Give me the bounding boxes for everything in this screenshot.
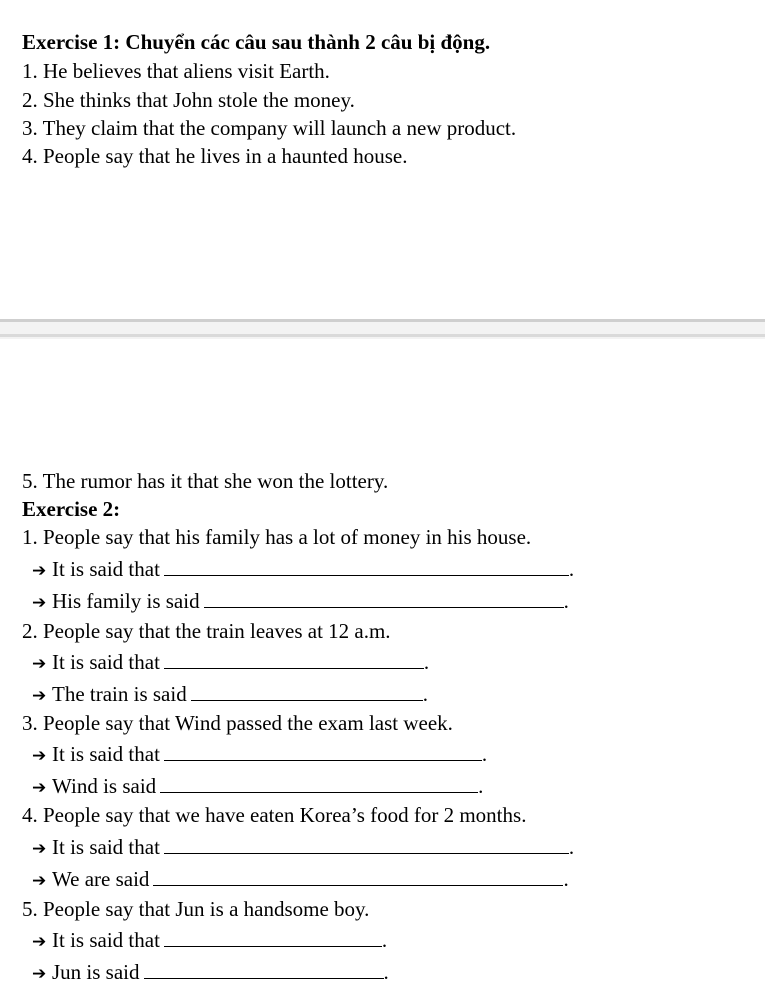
exercise-1-item: 1. He believes that aliens visit Earth. [22,59,330,83]
answer-blank[interactable] [164,742,482,761]
answer-line [32,773,483,801]
arrow-icon: ➔ [32,839,47,859]
arrow-icon: ➔ [32,561,47,581]
answer-line [32,866,569,894]
answer-line [32,927,387,955]
exercise-1-item: 5. The rumor has it that she won the lottery. [22,469,389,493]
answer-blank[interactable] [153,867,563,886]
answer-line [32,649,429,677]
answer-prompt: Jun is said [52,960,140,984]
answer-blank[interactable] [191,682,423,701]
answer-blank[interactable] [204,589,564,608]
exercise-2-question: 1. People say that his family has a lot of money in his house. [22,525,532,549]
arrow-icon: ➔ [32,964,47,984]
answer-prompt: It is said that [52,557,160,581]
exercise-2-question: 4. People say that we have eaten Korea’s food for 2 months. [22,803,527,827]
exercise-2-question: 2. People say that the train leaves at 12 a.m. [22,619,391,643]
answer-prompt: It is said that [52,928,160,952]
answer-line [32,834,574,862]
arrow-icon: ➔ [32,686,47,706]
arrow-icon: ➔ [32,932,47,952]
answer-prompt: It is said that [52,650,160,674]
answer-blank[interactable] [144,960,384,979]
answer-line [32,959,389,987]
answer-prompt: The train is said [52,682,187,706]
answer-blank[interactable] [160,774,478,793]
answer-prompt: Wind is said [52,774,157,798]
answer-blank[interactable] [164,928,382,947]
arrow-icon: ➔ [32,746,47,766]
exercise-2-question: 3. People say that Wind passed the exam last week. [22,711,453,735]
end-punct: . [568,835,575,859]
end-punct: . [563,867,569,891]
end-punct: . [381,928,388,952]
arrow-icon: ➔ [32,778,47,798]
end-punct: . [383,960,389,984]
exercise-1-item: 2. She thinks that John stole the money. [22,88,355,112]
end-punct: . [481,742,488,766]
end-punct: . [563,589,569,613]
end-punct: . [422,682,428,706]
page-break-line-top [0,319,765,322]
exercise-2-title: Exercise 2: [22,497,121,521]
end-punct: . [478,774,484,798]
answer-line [32,556,574,584]
arrow-icon: ➔ [32,871,47,891]
exercise-2-question: 5. People say that Jun is a handsome boy. [22,897,370,921]
answer-blank[interactable] [164,835,569,854]
exercise-1-item: 3. They claim that the company will launch a new product. [22,116,517,140]
answer-blank[interactable] [164,650,424,669]
answer-line [32,588,569,616]
answer-prompt: It is said that [52,835,160,859]
page-break-line-bottom [0,334,765,337]
answer-prompt: His family is said [52,589,200,613]
exercise-1-item: 4. People say that he lives in a haunted house. [22,144,408,168]
end-punct: . [568,557,575,581]
answer-blank[interactable] [164,557,569,576]
arrow-icon: ➔ [32,654,47,674]
end-punct: . [423,650,430,674]
answer-line [32,681,428,709]
answer-prompt: It is said that [52,742,160,766]
answer-line [32,741,487,769]
arrow-icon: ➔ [32,593,47,613]
answer-prompt: We are said [52,867,150,891]
exercise-1-title: Exercise 1: Chuyển các câu sau thành 2 câu bị động. [22,30,491,54]
